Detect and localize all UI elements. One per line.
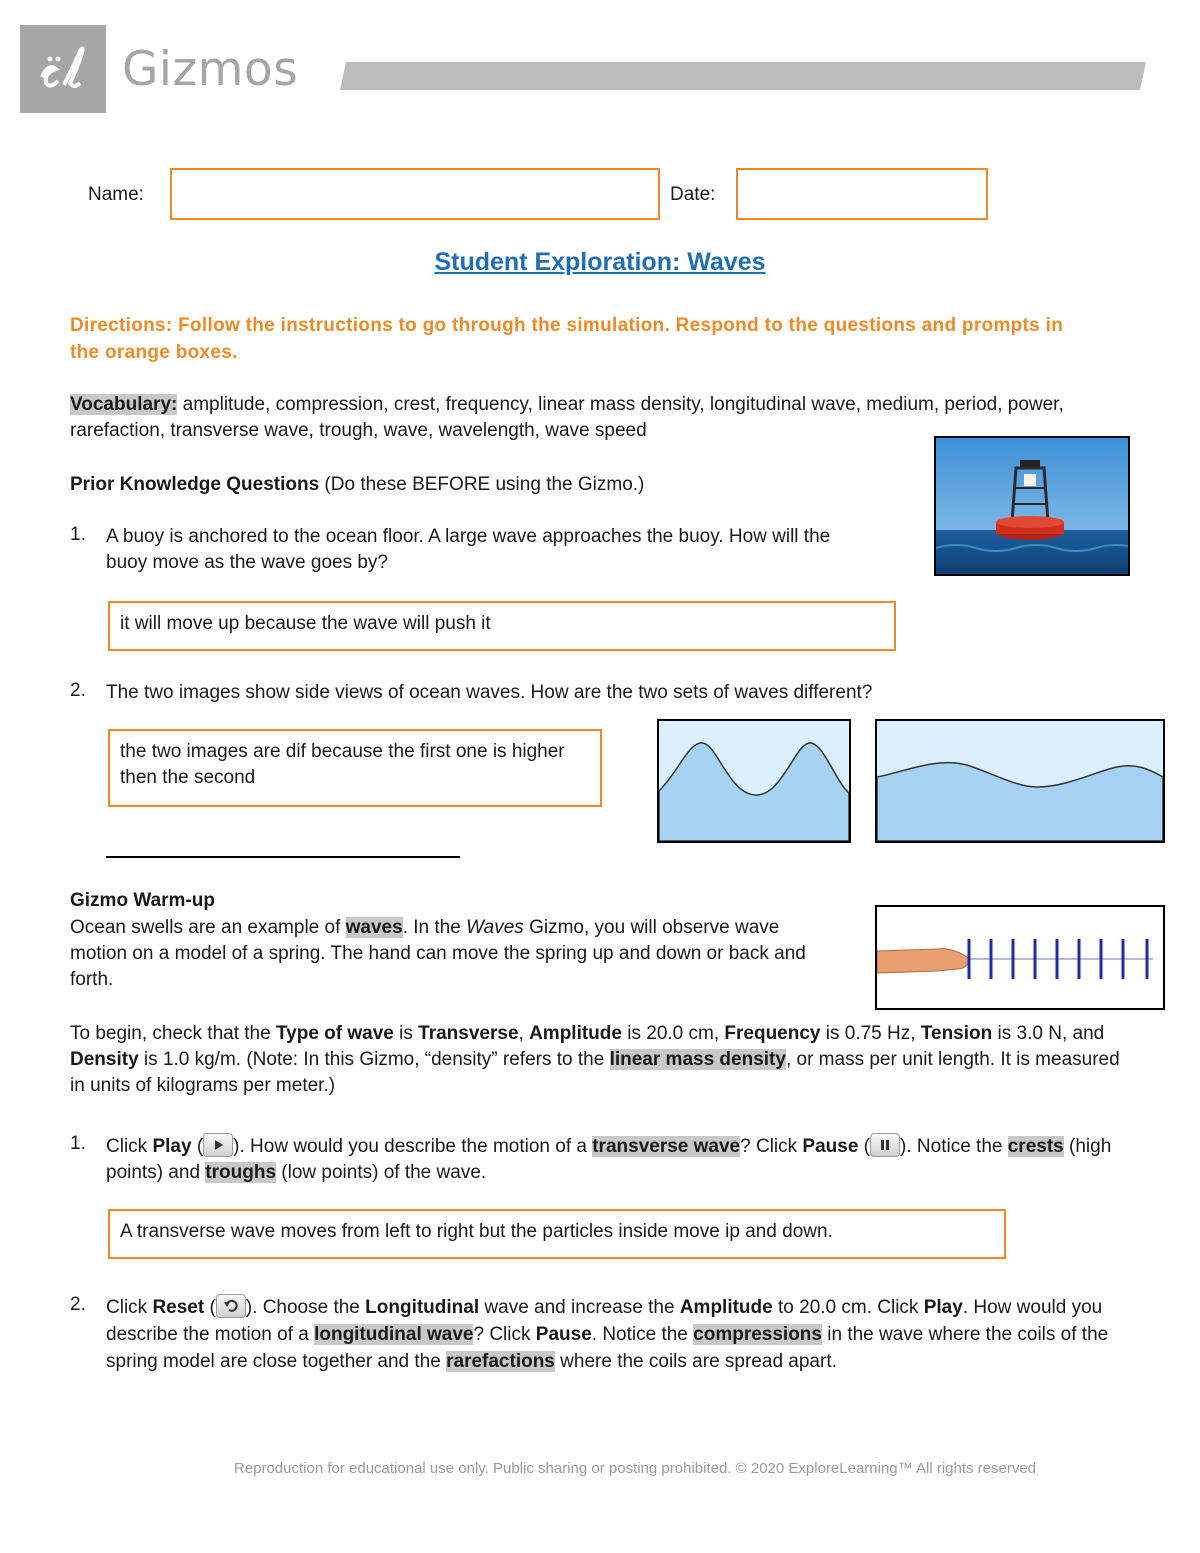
prior-q2-answer: the two images are dif because the first one is higher then the second: [120, 741, 565, 788]
term-play: Play: [152, 1136, 192, 1157]
term-amplitude: Amplitude: [679, 1297, 773, 1318]
text: (: [858, 1136, 871, 1157]
warmup-paragraph-2: [70, 1021, 1130, 1099]
text: to 20.0 cm. Click: [772, 1297, 924, 1318]
warmup-heading: Gizmo Warm-up: [70, 890, 215, 911]
term-transverse-wave: transverse wave: [592, 1136, 741, 1157]
prior-q2-number: 2.: [70, 680, 86, 701]
footer-copyright: Reproduction for educational use only. Public sharing or posting prohibited. © 2020 ExploreLearning™ All rights reserved: [233, 1460, 1037, 1477]
text: (: [204, 1297, 216, 1318]
text: . In the: [402, 917, 467, 938]
prior-q2-text: The two images show side views of ocean waves. How are the two sets of waves different?: [106, 682, 873, 703]
text: . Notice the: [591, 1324, 694, 1345]
warmup-q1-answer: A transverse wave moves from left to right but the particles inside move ip and down.: [120, 1221, 833, 1242]
text: ). Choose the: [245, 1297, 366, 1318]
pause-icon[interactable]: [870, 1133, 900, 1157]
prior-heading: Prior Knowledge Questions: [70, 474, 320, 495]
gizmo-name: Waves: [466, 917, 524, 938]
term-amplitude: Amplitude: [529, 1023, 622, 1044]
text: (low points) of the wave.: [276, 1162, 487, 1183]
warmup-q2-number: 2.: [70, 1294, 86, 1315]
text: is 0.75 Hz,: [820, 1023, 921, 1044]
prior-q1-text: A buoy is anchored to the ocean floor. A large wave approaches the buoy. How will the buoy move as the wave goes by?: [106, 526, 831, 573]
spring-model-image: [875, 905, 1165, 1010]
date-label: Date:: [670, 184, 716, 205]
text: Gizmo, you will observe wave motion on a model of a spring. The hand can move the spring up and down or back and forth.: [70, 917, 806, 990]
prior-q1-answer: it will move up because the wave will push it: [120, 613, 491, 634]
warmup-q2-text: [106, 1294, 1136, 1375]
term-troughs: troughs: [205, 1162, 277, 1183]
term-rarefactions: rarefactions: [446, 1351, 555, 1372]
text: ? Click: [473, 1324, 536, 1345]
prior-q2-answer-box[interactable]: [108, 729, 602, 807]
low-waves-image: [875, 719, 1165, 843]
divider-line: [106, 856, 460, 858]
term-play: Play: [923, 1297, 963, 1318]
text: where the coils are spread apart.: [554, 1351, 837, 1372]
text: is 20.0 cm,: [621, 1023, 725, 1044]
term-reset: Reset: [152, 1297, 205, 1318]
text: ). Notice the: [900, 1136, 1008, 1157]
name-label: Name:: [88, 184, 144, 205]
text: ). How would you describe the motion of a: [233, 1136, 593, 1157]
text: in the wave where the coils of the spring model are close together and the: [106, 1324, 1109, 1372]
term-tension: Tension: [920, 1023, 993, 1044]
term-transverse: Transverse: [418, 1023, 519, 1044]
term-frequency: Frequency: [724, 1023, 821, 1044]
text: Click: [106, 1297, 153, 1318]
prior-q1-answer-box[interactable]: [108, 601, 896, 651]
term-waves: waves: [345, 917, 403, 938]
term-crests: crests: [1007, 1136, 1064, 1157]
warmup-q1-number: 1.: [70, 1133, 86, 1154]
term-linear-mass-density: linear mass density: [609, 1049, 786, 1070]
term-compressions: compressions: [693, 1324, 822, 1345]
text: , or mass per unit length. It is measured in units of kilograms per meter.): [70, 1049, 1120, 1096]
name-field[interactable]: [170, 168, 660, 220]
text: (: [191, 1136, 204, 1157]
tall-waves-image: [657, 719, 851, 843]
explorelearning-logo-icon: [20, 25, 106, 113]
term-longitudinal-wave: longitudinal wave: [314, 1324, 474, 1345]
prior-q1-number: 1.: [70, 524, 86, 545]
text: (high points) and: [106, 1136, 1112, 1183]
warmup-paragraph-1: [70, 915, 830, 993]
warmup-q1-answer-box[interactable]: [108, 1209, 1006, 1259]
buoy-image: [934, 436, 1130, 576]
text: To begin, check that the: [70, 1023, 276, 1044]
text: is: [393, 1023, 419, 1044]
text: Click: [106, 1136, 153, 1157]
text: ,: [518, 1023, 530, 1044]
term-type-of-wave: Type of wave: [275, 1023, 394, 1044]
prior-note: (Do these BEFORE using the Gizmo.): [319, 474, 645, 495]
header-bar: [340, 62, 1146, 90]
reset-icon[interactable]: [216, 1294, 246, 1318]
term-density: Density: [70, 1049, 139, 1070]
vocabulary-label: Vocabulary:: [70, 394, 178, 415]
term-pause: Pause: [535, 1324, 592, 1345]
text: ? Click: [740, 1136, 803, 1157]
text: Ocean swells are an example of: [70, 917, 346, 938]
play-icon[interactable]: [203, 1133, 233, 1157]
text: is 3.0 N, and: [992, 1023, 1105, 1044]
date-field[interactable]: [736, 168, 988, 220]
prior-knowledge-heading: [70, 472, 910, 498]
term-pause: Pause: [802, 1136, 859, 1157]
brand-name: Gizmos: [122, 42, 299, 97]
text: . How would you describe the motion of a: [106, 1297, 1103, 1345]
page-title: Student Exploration: Waves: [434, 248, 766, 276]
warmup-q1-text: [106, 1133, 1136, 1186]
directions: Directions: Follow the instructions to go through the simulation. Respond to the questions and prompts in the orange boxes.: [70, 315, 1064, 363]
gizmos-logo: [20, 25, 106, 113]
vocabulary-text: amplitude, compression, crest, frequency, linear mass density, longitudinal wave, medium, period, power, rarefaction, transverse wave, trough, wave, wavelength, wave speed: [70, 394, 1064, 441]
text: is 1.0 kg/m. (Note: In this Gizmo, “density” refers to the: [138, 1049, 610, 1070]
term-longitudinal: Longitudinal: [365, 1297, 480, 1318]
text: wave and increase the: [479, 1297, 680, 1318]
